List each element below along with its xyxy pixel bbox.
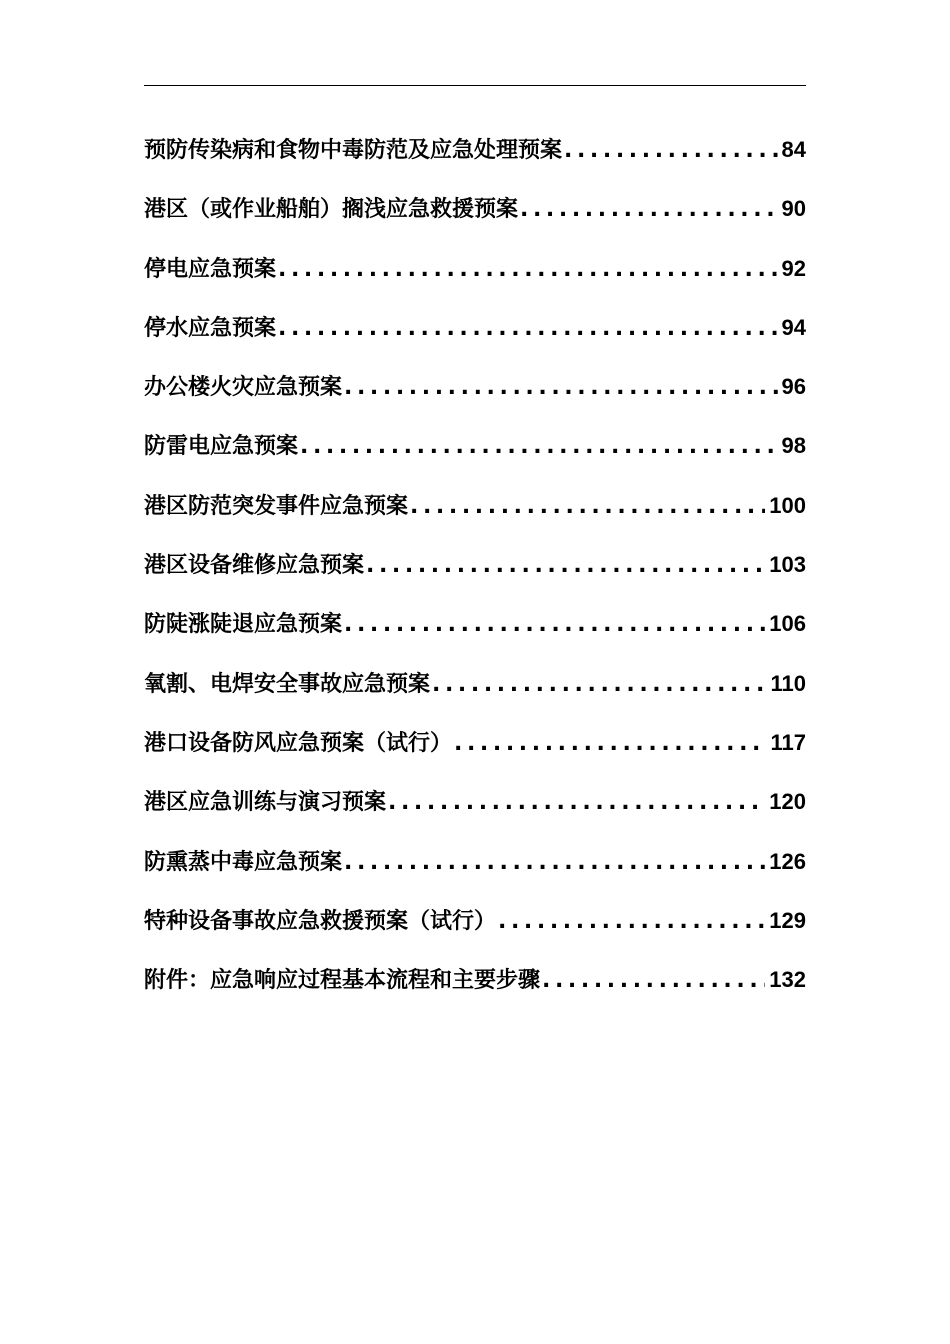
toc-entry-page: 92 xyxy=(781,255,806,281)
toc-entry-title: 防雷电应急预案 xyxy=(144,434,299,460)
toc-entry xyxy=(144,484,806,543)
toc-entry-page: 106 xyxy=(769,611,806,637)
toc-entry-page: 98 xyxy=(781,433,806,459)
table-of-contents xyxy=(144,128,806,1017)
toc-entry-page: 94 xyxy=(781,314,806,340)
toc-entry-title: 氧割、电焊安全事故应急预案 xyxy=(144,671,431,697)
toc-entry-title: 停水应急预案 xyxy=(144,315,277,341)
toc-dot-leader xyxy=(410,485,765,529)
toc-entry-page: 100 xyxy=(769,492,806,518)
toc-entry-title: 预防传染病和食物中毒防范及应急处理预案 xyxy=(144,138,563,163)
toc-entry-title: 港区防范突发事件应急预案 xyxy=(144,493,409,519)
toc-entry-page: 129 xyxy=(769,907,806,933)
toc-entry-page: 132 xyxy=(769,967,806,993)
header-rule xyxy=(144,85,806,86)
toc-dot-leader xyxy=(278,307,778,351)
toc-entry-title: 港区应急训练与演习预案 xyxy=(144,790,387,816)
toc-dot-leader xyxy=(520,188,778,232)
toc-dot-leader xyxy=(344,603,765,647)
toc-entry-title: 港区（或作业船舶）搁浅应急救援预案 xyxy=(144,197,519,223)
toc-entry-page: 117 xyxy=(770,729,806,755)
toc-entry xyxy=(144,128,806,187)
toc-dot-leader xyxy=(300,425,778,469)
toc-entry xyxy=(144,899,806,958)
toc-entry-title: 停电应急预案 xyxy=(144,256,277,282)
toc-entry-title: 特种设备事故应急救援预案（试行） xyxy=(144,908,497,934)
toc-entry xyxy=(144,840,806,899)
toc-entry xyxy=(144,662,806,721)
toc-entry-page: 96 xyxy=(781,374,806,400)
toc-entry-title: 防熏蒸中毒应急预案 xyxy=(144,849,343,875)
toc-entry-page: 84 xyxy=(781,137,806,162)
toc-entry-page: 90 xyxy=(781,196,806,222)
toc-dot-leader xyxy=(366,544,765,588)
toc-dot-leader xyxy=(498,900,765,944)
toc-dot-leader xyxy=(564,129,778,173)
toc-dot-leader xyxy=(344,366,778,410)
toc-dot-leader xyxy=(344,841,765,885)
toc-entry-page: 103 xyxy=(769,552,806,578)
toc-dot-leader xyxy=(542,959,765,1003)
toc-entry xyxy=(144,247,806,306)
toc-entry-title: 港口设备防风应急预案（试行） xyxy=(144,730,453,756)
toc-entry xyxy=(144,365,806,424)
toc-entry xyxy=(144,602,806,661)
toc-entry xyxy=(144,543,806,602)
toc-entry-page: 126 xyxy=(769,848,806,874)
toc-entry xyxy=(144,187,806,246)
toc-entry-title: 附件：应急响应过程基本流程和主要步骤 xyxy=(144,968,541,994)
toc-entry xyxy=(144,721,806,780)
toc-dot-leader xyxy=(454,722,766,766)
toc-entry-title: 办公楼火灾应急预案 xyxy=(144,375,343,401)
toc-entry-page: 120 xyxy=(769,789,806,815)
toc-entry xyxy=(144,424,806,483)
toc-entry-title: 港区设备维修应急预案 xyxy=(144,553,365,579)
toc-dot-leader xyxy=(432,663,766,707)
toc-dot-leader xyxy=(388,781,765,825)
toc-entry xyxy=(144,780,806,839)
toc-entry xyxy=(144,958,806,1017)
toc-entry-page: 110 xyxy=(770,670,806,696)
toc-entry-title: 防陡涨陡退应急预案 xyxy=(144,612,343,638)
toc-entry xyxy=(144,306,806,365)
toc-dot-leader xyxy=(278,248,778,292)
